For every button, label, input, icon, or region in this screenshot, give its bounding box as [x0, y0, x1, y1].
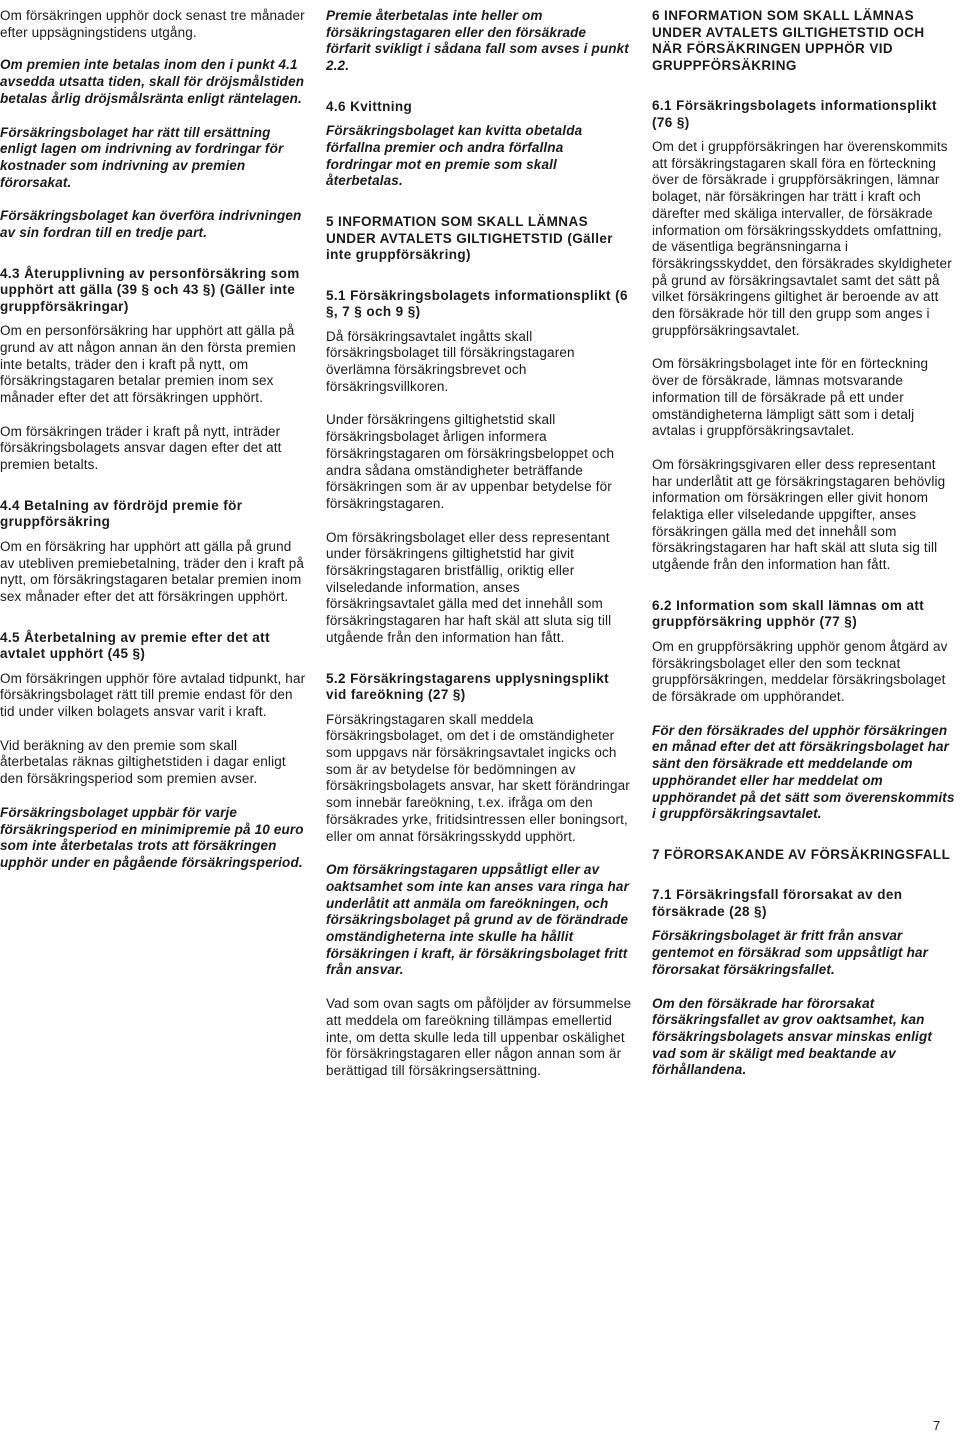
paragraph: Försäkringstagaren skall meddela försäkringsbolaget, om det i de omständigheter som uppgavs när försäkringsavtalet ingicks och som är av betydelse för bedömningen av försäkringsbolagets ansvar, har skett förändringar som innebär fareökning, t.ex. ifråga om den försäkrades yrke, fritidsintressen eller boningsort, eller om annat försäkringsskydd upphört.: [326, 711, 630, 844]
chapter-heading-6: 6 INFORMATION SOM SKALL LÄMNAS UNDER AVTALETS GILTIGHETSTID OCH NÄR FÖRSÄKRINGEN UPPHÖR VID GRUPPFÖRSÄKRING: [652, 8, 925, 73]
column-1: [0, 0, 306, 872]
section-heading-4-5: 4.5 Återbetalning av premie efter det att avtalet upphört (45 §): [0, 629, 270, 662]
paragraph: Om försäkringsbolaget inte för en förteckning över de försäkrade, lämnas motsvarande information till de försäkrade på ett under omständigheterna lämpligt sätt som i detalj avtalas i gruppförsäkringsavtalet.: [652, 356, 929, 439]
page-number: 7: [933, 1418, 941, 1433]
paragraph-bold-italic: Försäkringsbolaget är fritt från ansvar gentemot en försäkrad som uppsåtligt har förorsakat försäkringsfallet.: [652, 928, 929, 977]
section-heading-7-1: 7.1 Försäkringsfall förorsakat av den försäkrade (28 §): [652, 887, 903, 919]
paragraph: Om en gruppförsäkring upphör genom åtgärd av försäkringsbolaget eller den som tecknat gruppförsäkringen, meddelar försäkringsbolaget de försäkrade om upphörandet.: [652, 638, 948, 704]
paragraph: Då försäkringsavtalet ingåtts skall försäkringsbolaget till försäkringstagaren överlämna försäkringsbrevet och försäkringsvillkoren.: [326, 328, 575, 394]
section-heading-5-1: 5.1 Försäkringsbolagets informationsplikt (6 §, 7 § och 9 §): [326, 287, 628, 320]
paragraph-bold-italic: För den försäkrades del upphör försäkringen en månad efter det att försäkringsbolaget har sänt den försäkrade ett meddelande om upphörandet eller har meddelat om upphörandet på det sätt som överenskommits i gruppförsäkringsavtalet.: [652, 722, 955, 822]
paragraph: Under försäkringens giltighetstid skall försäkringsbolaget årligen informera försäkringstagaren om försäkringsbeloppet och andra sådana omständigheter beträffande försäkringen som är av uppenbar betydelse för försäkringstagaren.: [326, 412, 615, 511]
section-heading-6-2: 6.2 Information som skall lämnas om att gruppförsäkring upphör (77 §): [652, 597, 925, 630]
chapter-heading-7: 7 FÖRORSAKANDE AV FÖRSÄKRINGSFALL: [652, 846, 951, 862]
section-heading-5-2: 5.2 Försäkringstagarens upplysningsplikt vid fareökning (27 §): [326, 670, 610, 703]
paragraph: Om försäkringsgivaren eller dess representant har underlåtit att ge försäkringstagaren behövlig information om försäkringen eller givit honom felaktiga eller vilseledande uppgifter, anses försäkringen gälla med det innehåll som försäkringstagaren har haft skäl att sluta sig till utgående från den information han fått.: [652, 456, 946, 573]
paragraph-bold-italic: Om premien inte betalas inom den i punkt 4.1 avsedda utsatta tiden, skall för dröjsmålstiden betalas årlig dröjsmålsränta enligt räntelagen.: [0, 57, 305, 106]
paragraph-bold-italic: Försäkringsbolaget har rätt till ersättning enligt lagen om indrivning av fordringar för kostnader som indrivning av premien förorsakat.: [0, 124, 284, 190]
paragraph: Vad som ovan sagts om påföljder av försummelse att meddela om fareökning tillämpas emellertid inte, om detta skulle leda till uppenbar oskälighet för försäkringstagaren eller någon annan som är berättigad till försäkringsersättning.: [326, 996, 632, 1078]
paragraph-bold-italic: Försäkringsbolaget uppbär för varje försäkringsperiod en minimipremie på 10 euro som inte återbetalas trots att försäkringen upphör under en pågående försäkringsperiod.: [0, 804, 304, 870]
paragraph-bold-italic: Om den försäkrade har förorsakat försäkringsfallet av grov oaktsamhet, kan försäkringsbolagets ansvar minskas enligt vad som är skäligt med beaktande av förhållandena.: [652, 995, 932, 1078]
section-heading-6-1: 6.1 Försäkringsbolagets informationsplikt (76 §): [652, 98, 937, 130]
paragraph-bold-italic: Försäkringsbolaget kan kvitta obetalda förfallna premier och andra förfallna fordringar mot en premie som skall återbetalas.: [326, 123, 583, 189]
paragraph: Vid beräkning av den premie som skall återbetalas räknas giltighetstiden i dagar enligt den försäkringsperiod som premien avser.: [0, 737, 286, 787]
column-2: [326, 0, 632, 1080]
section-heading-4-4: 4.4 Betalning av fördröjd premie för gruppförsäkring: [0, 497, 243, 530]
paragraph: Om försäkringen upphör dock senast tre månader efter uppsägningstidens utgång.: [0, 8, 305, 40]
paragraph: Om försäkringsbolaget eller dess representant under försäkringens giltighetstid har givit försäkringstagaren bristfällig, oriktig eller vilseledande information, anses försäkringsavtalet gälla med det innehåll som försäkringstagaren har haft skäl att sluta sig till utgående från den information han fått.: [326, 529, 612, 645]
paragraph: Om försäkringen upphör före avtalad tidpunkt, har försäkringsbolaget rätt till premie endast för den tid under vilken bolagets ansvar varit i kraft.: [0, 670, 306, 720]
chapter-heading-5: 5 INFORMATION SOM SKALL LÄMNAS UNDER AVTALETS GILTIGHETSTID (Gäller inte gruppförsäkring): [326, 214, 613, 263]
section-heading-4-3: 4.3 Återupplivning av personförsäkring som upphört att gälla (39 § och 43 §) (Gäller inte gruppförsäkringar): [0, 265, 300, 314]
paragraph: Om en personförsäkring har upphört att gälla på grund av att någon annan än den första premien inte betalts, träder den i kraft på nytt, om försäkringstagaren betalar premien inom sex månader efter det att försäkringen upphört.: [0, 323, 296, 406]
column-3: [652, 0, 958, 1079]
paragraph-bold-italic: Premie återbetalas inte heller om försäkringstagaren eller den försäkrade förfarit svikligt i sådana fall som avses i punkt 2.2.: [326, 8, 629, 74]
paragraph-bold-italic: Om försäkringstagaren uppsåtligt eller av oaktsamhet som inte kan anses vara ringa har underlåtit att anmäla om fareökningen, och försäkringsbolaget på grund av de förändrade omständigheterna inte skulle ha hållit försäkringen i kraft, är försäkringsbolaget fritt från ansvar.: [326, 862, 629, 978]
paragraph: Om försäkringen träder i kraft på nytt, inträder försäkringsbolagets ansvar dagen efter det att premien betalts.: [0, 423, 282, 473]
paragraph: Om en försäkring har upphört att gälla på grund av utebliven premiebetalning, träder den i kraft på nytt, om försäkringstagaren betalar premien inom sex månader efter det att försäkringen upphört.: [0, 538, 305, 604]
paragraph-bold-italic: Försäkringsbolaget kan överföra indrivningen av sin fordran till en tredje part.: [0, 208, 302, 241]
section-heading-4-6: 4.6 Kvittning: [326, 98, 413, 114]
paragraph: Om det i gruppförsäkringen har överenskommits att försäkringstagaren skall föra en förteckning över de försäkrade i gruppförsäkringen, lämnar bolaget, när försäkringen har trätt i kraft och därefter med skäliga intervaller, de försäkrade information om försäkringsskyddets omfattning, de väsentliga begränsningarna i försäkringsskyddet, den försäkrades skyldigheter på grund av försäkringsavtalet samt det sätt på vilket försäkringens giltighet är beroende av att den försäkrade hör till den grupp som anges i gruppförsäkringsavtalet.: [652, 139, 952, 338]
